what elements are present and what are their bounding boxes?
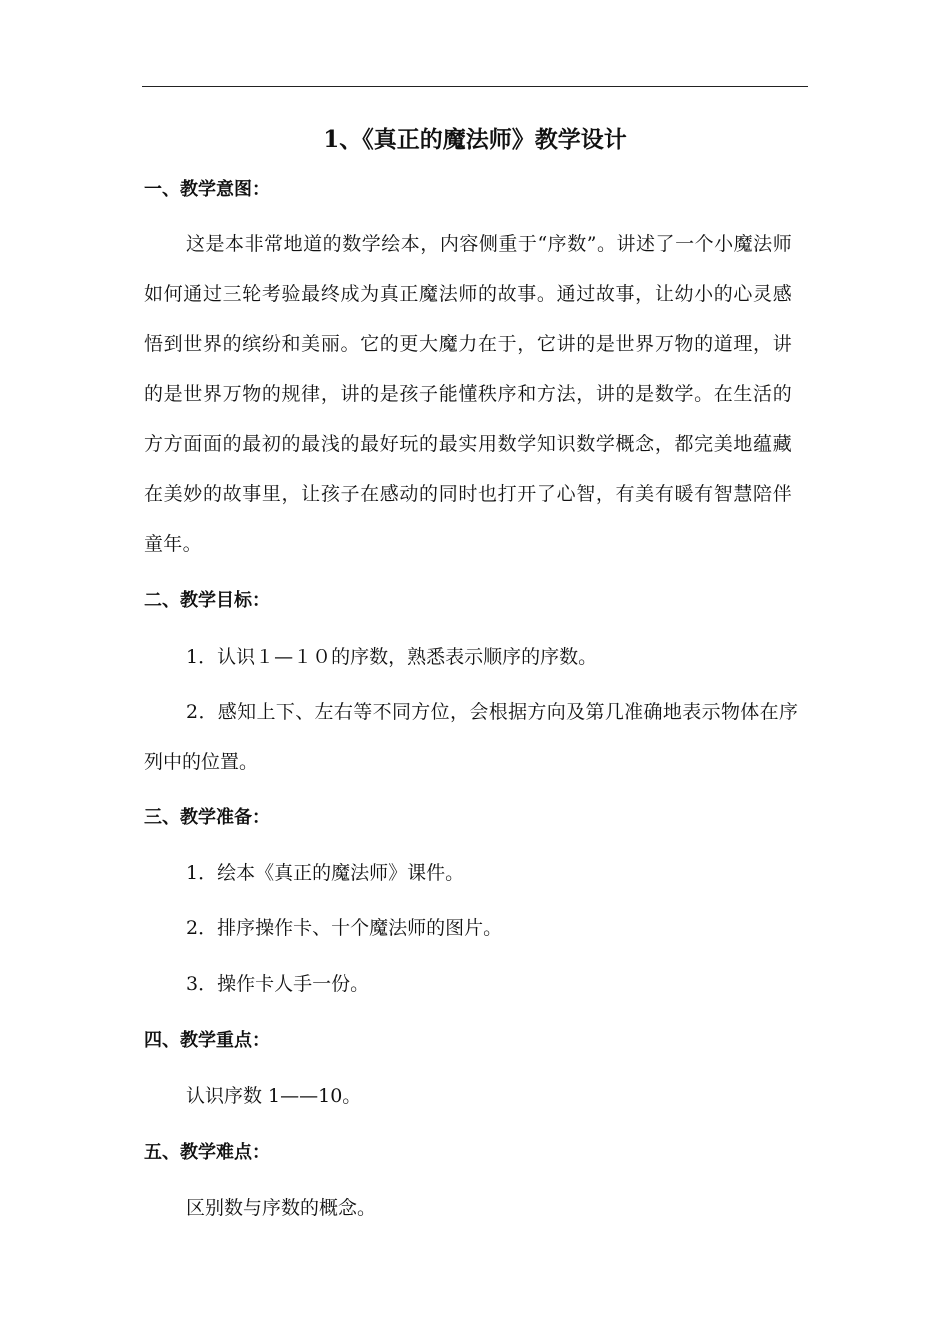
goal-item-2: 2．感知上下、左右等不同方位，会根据方向及第几准确地表示物体在序列中的位置。 xyxy=(144,701,798,773)
intent-paragraph: 这是本非常地道的数学绘本，内容侧重于“序数”。讲述了一个小魔法师如何通过三轮考验最终成为真正魔法师的故事。通过故事，让幼小的心灵感悟到世界的缤纷和美丽。它的更大魔力在于，它讲的是世界万物的道理，讲的是世界万物的规律，讲的是孩子能懂秩序和方法，讲的是数学。在生活的方方面面的最初的最浅的最好玩的最实用数学知识数学概念，都完美地蕴藏在美妙的故事里，让孩子在感动的同时也打开了心智，有美有暖有智慧陪伴童年。 xyxy=(144,233,792,555)
section-heading-difficulties: 五、教学难点： xyxy=(144,1142,270,1163)
page-title: 1、《真正的魔法师》教学设计 xyxy=(323,126,627,153)
section-heading-preparation: 三、教学准备： xyxy=(144,807,270,828)
goal-item-1: 1．认识１—１０的序数，熟悉表示顺序的序数。 xyxy=(186,646,598,668)
key-point-text: 认识序数 1——10。 xyxy=(186,1085,362,1107)
prep-item-3: 3．操作卡人手一份。 xyxy=(186,973,370,995)
section-heading-key-points: 四、教学重点： xyxy=(144,1030,270,1051)
prep-item-2: 2．排序操作卡、十个魔法师的图片。 xyxy=(186,917,503,939)
header-rule xyxy=(142,86,808,87)
difficulty-text: 区别数与序数的概念。 xyxy=(186,1197,377,1219)
section-heading-goals: 二、教学目标： xyxy=(144,590,270,611)
section-heading-intent: 一、教学意图： xyxy=(144,179,270,200)
prep-item-1: 1．绘本《真正的魔法师》课件。 xyxy=(186,862,465,884)
